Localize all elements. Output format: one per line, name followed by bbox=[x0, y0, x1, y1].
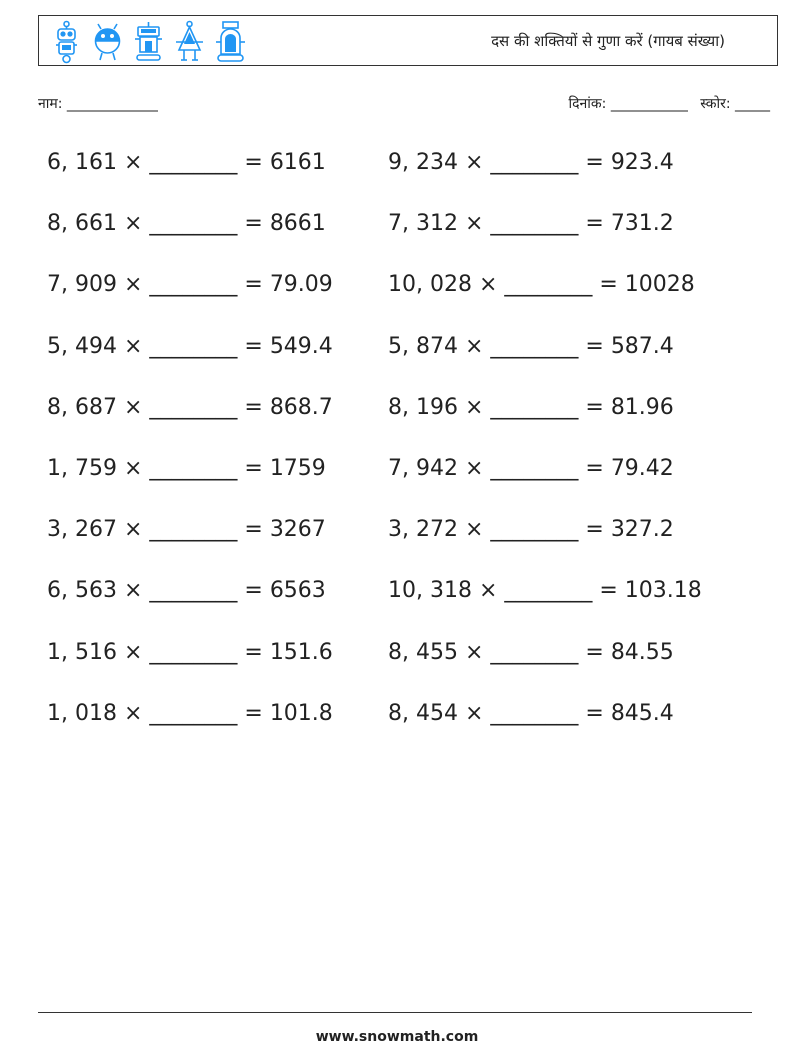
problem-item: 6, 161 × ________ = 6161 bbox=[47, 150, 326, 175]
robot-4-icon bbox=[174, 20, 205, 64]
problem-row bbox=[47, 636, 747, 697]
problem-row bbox=[47, 268, 747, 329]
problem-item: 3, 272 × ________ = 327.2 bbox=[388, 517, 674, 543]
problem-item: 9, 234 × ________ = 923.4 bbox=[388, 150, 674, 175]
problem-item: 1, 516 × ________ = 151.6 bbox=[47, 639, 333, 665]
problem-item: 8, 454 × ________ = 845.4 bbox=[388, 700, 674, 726]
robot-2-icon bbox=[92, 20, 123, 64]
problem-item: 1, 759 × ________ = 1759 bbox=[47, 455, 326, 481]
worksheet-title: दस की शक्तियों से गुणा करें (गायब संख्या) bbox=[491, 32, 725, 50]
worksheet-header bbox=[38, 15, 778, 66]
date-field: दिनांक: ___________ bbox=[568, 96, 688, 112]
name-field: नाम: _____________ bbox=[38, 96, 158, 112]
date-score-fields bbox=[568, 94, 770, 113]
problem-item: 7, 942 × ________ = 79.42 bbox=[388, 455, 674, 481]
problem-row bbox=[47, 513, 747, 574]
problem-item: 7, 909 × ________ = 79.09 bbox=[47, 272, 333, 298]
problem-item: 7, 312 × ________ = 731.2 bbox=[388, 211, 674, 237]
problem-item: 5, 874 × ________ = 587.4 bbox=[388, 333, 674, 359]
problem-item: 5, 494 × ________ = 549.4 bbox=[47, 333, 333, 359]
footer-divider bbox=[38, 1012, 752, 1013]
problem-row bbox=[47, 330, 747, 391]
problem-item: 6, 563 × ________ = 6563 bbox=[47, 578, 326, 604]
problem-item: 8, 455 × ________ = 84.55 bbox=[388, 639, 674, 665]
score-field: स्कोर: _____ bbox=[700, 96, 770, 112]
problem-item: 10, 028 × ________ = 10028 bbox=[388, 272, 695, 298]
problem-item: 8, 196 × ________ = 81.96 bbox=[388, 394, 674, 420]
problem-row bbox=[47, 146, 747, 207]
problem-item: 3, 267 × ________ = 3267 bbox=[47, 517, 326, 543]
problem-row bbox=[47, 452, 747, 513]
problem-row bbox=[47, 697, 747, 758]
robot-icons bbox=[51, 20, 246, 64]
problem-row bbox=[47, 391, 747, 452]
robot-5-icon bbox=[215, 20, 246, 64]
robot-1-icon bbox=[51, 20, 82, 64]
problem-row bbox=[47, 574, 747, 635]
problem-item: 8, 661 × ________ = 8661 bbox=[47, 211, 326, 237]
footer-website: www.snowmath.com bbox=[315, 1029, 479, 1045]
problem-grid bbox=[47, 146, 747, 758]
problem-row bbox=[47, 207, 747, 268]
robot-3-icon bbox=[133, 20, 164, 64]
problem-item: 1, 018 × ________ = 101.8 bbox=[47, 700, 333, 726]
problem-item: 8, 687 × ________ = 868.7 bbox=[47, 394, 333, 420]
problem-item: 10, 318 × ________ = 103.18 bbox=[388, 578, 702, 604]
